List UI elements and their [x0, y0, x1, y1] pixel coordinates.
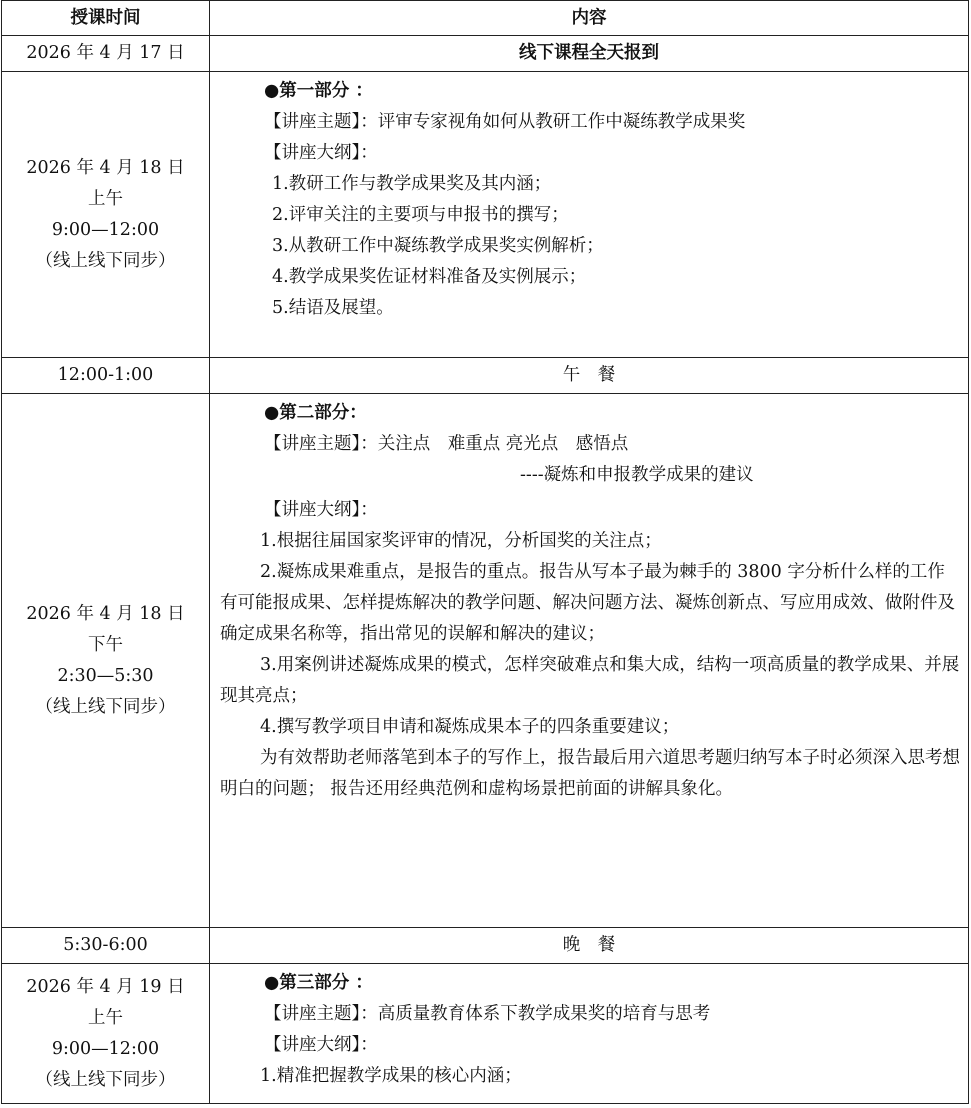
header-row: [2, 1, 969, 36]
content-cell: [210, 394, 969, 928]
content-cell: [210, 72, 969, 358]
list-item: 4.教学成果奖佐证材料准备及实例展示；: [272, 267, 587, 287]
period-text: 上午: [88, 188, 123, 209]
date-text: 2026 年 4 月 18 日: [26, 603, 185, 624]
content-cell: 午 餐: [210, 358, 969, 394]
schedule-table: [1, 0, 969, 1104]
table-row: [2, 394, 969, 928]
list-item: 3.用案例讲述凝炼成果的模式，怎样突破难点和集大成，结构一项高质量的教学成果、并展现其亮点；: [220, 655, 960, 706]
lecture-theme: 【讲座主题】：高质量教育体系下教学成果奖的培育与思考: [264, 1004, 711, 1024]
list-item: 2.评审关注的主要项与申报书的撰写；: [272, 205, 569, 225]
list-item: 2.凝炼成果难重点，是报告的重点。报告从写本子最为棘手的 3800 字分析什么样的工作有可能报成果、怎样提炼解决的教学问题、解决问题方法、凝炼创新点、写应用成效、做附件及确定成果名称等，指出常见的误解和解决的建议；: [220, 562, 955, 644]
table-row: [2, 928, 969, 964]
period-text: 下午: [88, 634, 123, 655]
date-text: 2026 年 4 月 18 日: [26, 157, 185, 178]
list-item: 3.从教研工作中凝练教学成果奖实例解析；: [272, 236, 604, 256]
lecture-subtheme: ----凝炼和申报教学成果的建议: [520, 465, 754, 485]
hours-text: 9:00—12:00: [51, 1038, 160, 1059]
list-item: 1.根据往届国家奖评审的情况，分析国奖的关注点；: [260, 531, 662, 551]
time-cell: [2, 394, 210, 928]
content-cell: 线下课程全天报到: [210, 36, 969, 72]
part-heading: ●第二部分：: [264, 403, 367, 423]
list-item: 5.结语及展望。: [272, 298, 394, 318]
list-item: 为有效帮助老师落笔到本子的写作上，报告最后用六道思考题归纳写本子时必须深入思考想明白的问题； 报告还用经典范例和虚构场景把前面的讲解具象化。: [220, 748, 960, 799]
outline-heading: 【讲座大纲】：: [264, 500, 378, 520]
table-row: [2, 964, 969, 1104]
table-row: [2, 72, 969, 358]
lecture-theme: 【讲座主题】：评审专家视角如何从教研工作中凝练教学成果奖: [264, 112, 746, 132]
outline-heading: 【讲座大纲】：: [264, 1035, 378, 1055]
table-row: [2, 358, 969, 394]
hours-text: 2:30—5:30: [57, 665, 154, 686]
period-text: 上午: [88, 1007, 123, 1028]
time-cell: 5:30-6:00: [2, 928, 210, 964]
time-cell: 12:00-1:00: [2, 358, 210, 394]
time-cell: [2, 72, 210, 358]
date-text: 2026 年 4 月 19 日: [26, 976, 185, 997]
header-time: 授课时间: [2, 1, 210, 36]
outline-heading: 【讲座大纲】：: [264, 143, 378, 163]
list-item: 4.撰写教学项目申请和凝炼成果本子的四条重要建议；: [260, 717, 680, 737]
table-row: [2, 36, 969, 72]
time-cell: 2026 年 4 月 17 日: [2, 36, 210, 72]
part-heading: ●第一部分 ：: [264, 81, 373, 101]
time-cell: [2, 964, 210, 1104]
mode-text: （线上线下同步）: [35, 696, 176, 717]
list-item: 1.教研工作与教学成果奖及其内涵；: [272, 174, 552, 194]
content-cell: 晚 餐: [210, 928, 969, 964]
mode-text: （线上线下同步）: [35, 1069, 176, 1090]
list-item: 1.精准把握教学成果的核心内涵；: [260, 1066, 522, 1086]
mode-text: （线上线下同步）: [35, 250, 176, 271]
hours-text: 9:00—12:00: [51, 219, 160, 240]
part-heading: ●第三部分 ：: [264, 973, 373, 993]
header-content: 内容: [210, 1, 969, 36]
content-cell: [210, 964, 969, 1104]
lecture-theme: 【讲座主题】：关注点 难重点 亮光点 感悟点: [264, 434, 629, 454]
